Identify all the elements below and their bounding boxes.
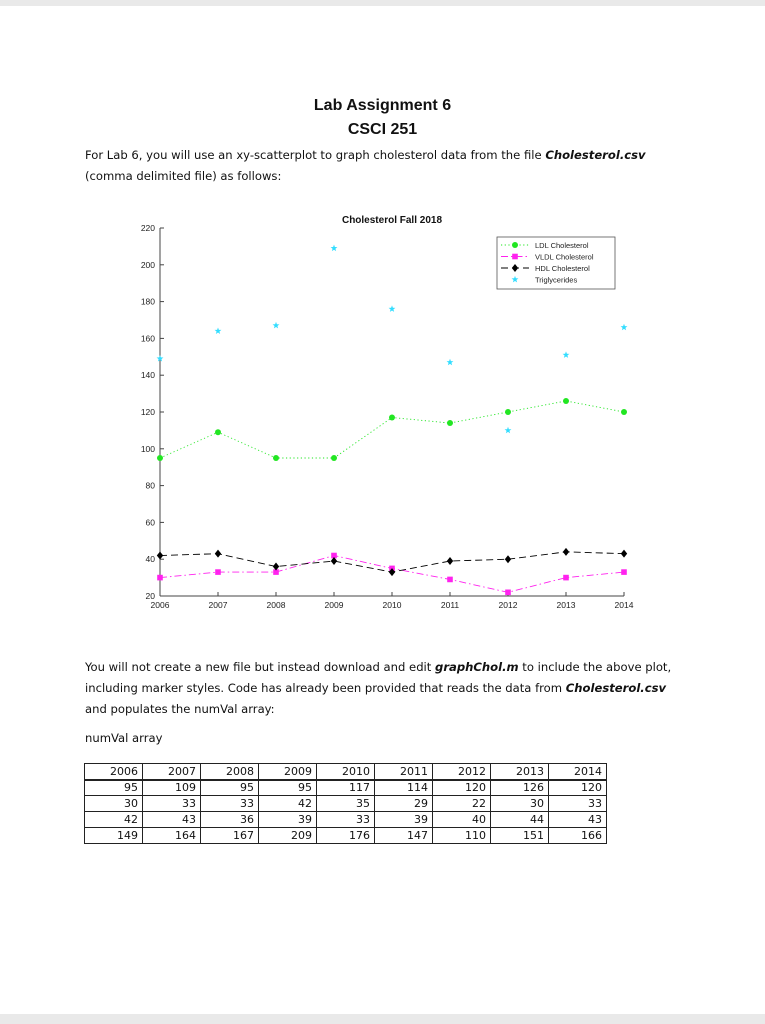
data-point-triglycerides	[505, 427, 512, 434]
x-tick-label: 2007	[208, 600, 228, 610]
table-cell: 2006	[85, 764, 143, 780]
data-point-hdl-cholesterol	[563, 548, 569, 556]
data-point-triglycerides	[447, 359, 454, 366]
data-point-ldl-cholesterol	[389, 415, 395, 421]
table-cell: 30	[491, 796, 549, 812]
x-tick-label: 2014	[614, 600, 634, 610]
table-cell: 114	[375, 780, 433, 796]
table-cell: 42	[259, 796, 317, 812]
body-text-3: and populates the numVal array:	[85, 702, 275, 716]
table-cell: 30	[85, 796, 143, 812]
table-cell: 167	[201, 828, 259, 844]
instructions-paragraph	[85, 657, 685, 720]
table-cell: 209	[259, 828, 317, 844]
table-cell: 43	[143, 812, 201, 828]
table-cell: 33	[317, 812, 375, 828]
table-row	[85, 828, 607, 844]
table-cell: 39	[259, 812, 317, 828]
table-cell: 2014	[549, 764, 607, 780]
y-tick-label: 120	[140, 407, 155, 417]
data-point-ldl-cholesterol	[621, 409, 627, 415]
table-cell: 44	[491, 812, 549, 828]
legend-label: VLDL Cholesterol	[535, 252, 594, 262]
table-cell: 95	[259, 780, 317, 796]
table-cell: 166	[549, 828, 607, 844]
data-point-vldl-cholesterol	[157, 575, 163, 581]
series-line-ldl-cholesterol	[160, 401, 624, 458]
table-cell: 176	[317, 828, 375, 844]
x-tick-label: 2006	[150, 600, 170, 610]
table-cell: 33	[143, 796, 201, 812]
x-tick-label: 2009	[324, 600, 344, 610]
data-point-ldl-cholesterol	[273, 455, 279, 461]
y-tick-label: 180	[140, 296, 155, 307]
intro-text-1: For Lab 6, you will use an xy-scatterplot to graph cholesterol data from the file	[85, 148, 546, 162]
table-row	[85, 780, 607, 796]
data-point-hdl-cholesterol	[505, 555, 511, 563]
table-cell: 95	[201, 780, 259, 796]
body-file-name-1: graphChol.m	[435, 660, 519, 674]
x-tick-label: 2010	[382, 600, 402, 610]
course-code: CSCI 251	[347, 121, 418, 138]
data-point-vldl-cholesterol	[447, 577, 453, 583]
chart-title: Cholesterol Fall 2018	[341, 215, 443, 226]
table-cell: 2013	[491, 764, 549, 780]
data-point-vldl-cholesterol	[215, 569, 221, 575]
table-cell: 42	[85, 812, 143, 828]
x-tick-label: 2008	[266, 600, 286, 610]
y-tick-label: 60	[145, 517, 155, 528]
table-cell: 35	[317, 796, 375, 812]
y-tick-label: 20	[145, 591, 155, 601]
x-tick-label: 2011	[440, 600, 460, 610]
numval-table	[84, 763, 607, 844]
legend-label: Triglycerides	[535, 275, 578, 285]
table-cell: 2008	[201, 764, 259, 780]
table-header-row	[85, 764, 607, 780]
data-point-hdl-cholesterol	[447, 557, 453, 565]
body-text-2: to include the above plot, including marker styles. Code has already been provided that reads the data from	[85, 660, 672, 695]
legend-label: LDL Cholesterol	[535, 241, 589, 250]
data-point-ldl-cholesterol	[563, 398, 569, 404]
y-tick-label: 80	[145, 480, 155, 491]
table-cell: 2011	[375, 764, 433, 780]
table-cell: 43	[549, 812, 607, 828]
table-cell: 149	[85, 828, 143, 844]
table-cell: 2010	[317, 764, 375, 780]
data-point-ldl-cholesterol	[505, 409, 511, 415]
table-cell: 126	[491, 780, 549, 796]
table-cell: 33	[201, 796, 259, 812]
table-cell: 33	[549, 796, 607, 812]
table-row	[85, 812, 607, 828]
x-tick-label: 2012	[498, 600, 518, 610]
table-cell: 109	[143, 780, 201, 796]
data-point-ldl-cholesterol	[331, 455, 337, 461]
table-caption: numVal array	[85, 731, 163, 745]
data-point-triglycerides	[563, 351, 570, 358]
table-cell: 110	[433, 828, 491, 844]
data-point-hdl-cholesterol	[157, 552, 163, 560]
table-cell: 39	[375, 812, 433, 828]
data-point-hdl-cholesterol	[621, 550, 627, 558]
table-cell: 120	[549, 780, 607, 796]
table-cell: 2007	[143, 764, 201, 780]
data-point-vldl-cholesterol	[505, 590, 511, 596]
intro-text-2: (comma delimited file) as follows:	[85, 169, 282, 183]
table-cell: 29	[375, 796, 433, 812]
table-cell: 22	[433, 796, 491, 812]
table-cell: 2009	[259, 764, 317, 780]
y-tick-label: 160	[140, 333, 155, 344]
data-point-triglycerides	[389, 305, 396, 312]
legend-marker-ldl-cholesterol	[512, 242, 518, 248]
data-point-hdl-cholesterol	[215, 550, 221, 558]
body-file-name-2: Cholesterol.csv	[565, 681, 667, 695]
table-cell: 117	[317, 780, 375, 796]
data-point-ldl-cholesterol	[157, 455, 163, 461]
data-point-ldl-cholesterol	[447, 420, 453, 426]
legend-label: HDL Cholesterol	[535, 264, 590, 273]
data-point-triglycerides	[215, 327, 222, 334]
table-cell: 2012	[433, 764, 491, 780]
data-point-ldl-cholesterol	[215, 429, 221, 435]
body-text-1: You will not create a new file but instead download and edit	[85, 660, 436, 674]
table-cell: 147	[375, 828, 433, 844]
table-cell: 120	[433, 780, 491, 796]
data-point-vldl-cholesterol	[563, 575, 569, 581]
table-cell: 164	[143, 828, 201, 844]
y-tick-label: 100	[140, 443, 155, 454]
document-title: Lab Assignment 6	[313, 97, 452, 114]
y-tick-label: 140	[140, 370, 155, 381]
table-cell: 40	[433, 812, 491, 828]
table-row	[85, 796, 607, 812]
page-bottom-edge	[0, 1014, 765, 1024]
y-tick-label: 40	[145, 554, 155, 565]
legend-marker-vldl-cholesterol	[512, 254, 518, 260]
x-tick-label: 2013	[556, 600, 576, 610]
table-cell: 36	[201, 812, 259, 828]
y-tick-label: 200	[140, 259, 155, 270]
table-cell: 95	[85, 780, 143, 796]
y-tick-label: 220	[140, 223, 155, 233]
data-point-triglycerides	[273, 322, 280, 329]
data-point-triglycerides	[621, 324, 628, 331]
table-cell: 151	[491, 828, 549, 844]
data-point-triglycerides	[331, 245, 338, 252]
data-point-vldl-cholesterol	[621, 569, 627, 575]
intro-file-name: Cholesterol.csv	[545, 148, 646, 162]
